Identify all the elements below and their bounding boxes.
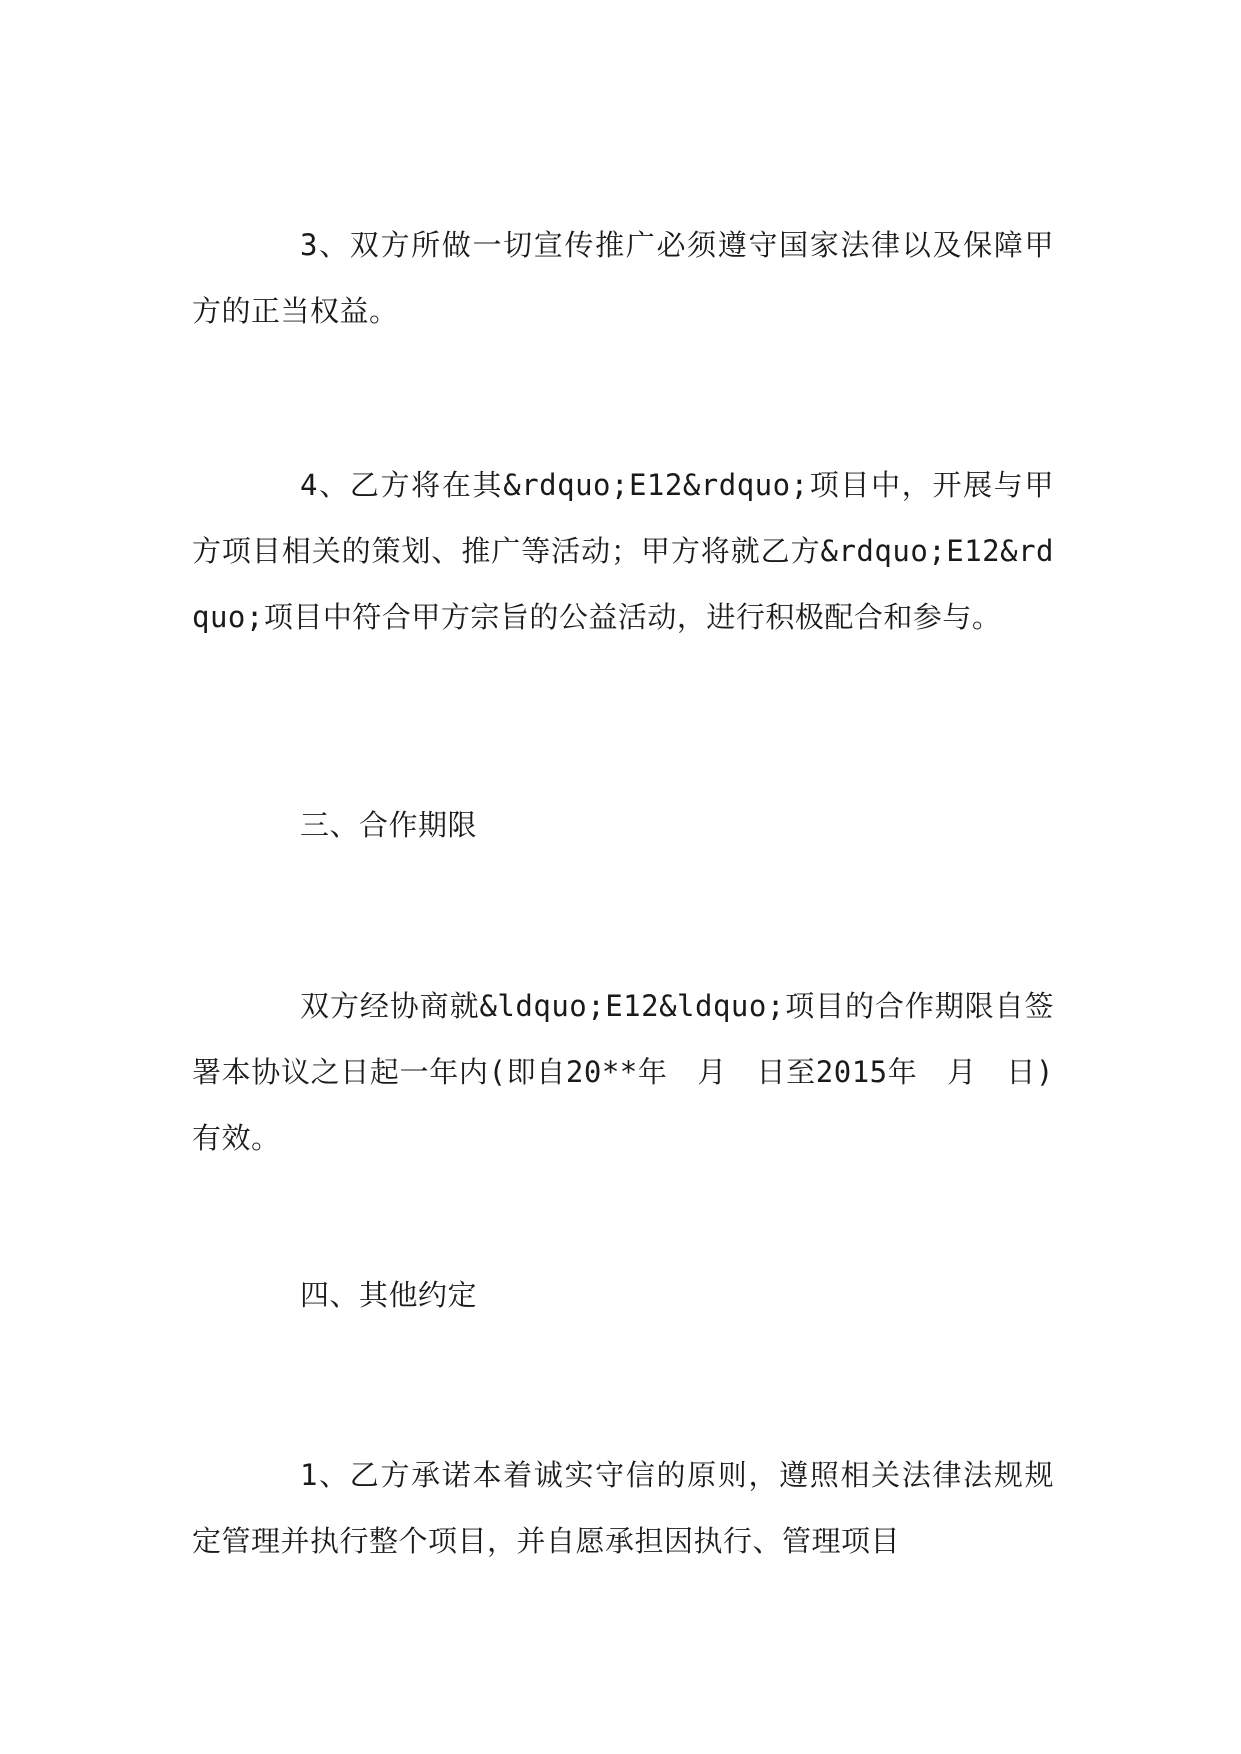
paragraph-clause-4: 4、乙方将在其&rdquo;E12&rdquo;项目中，开展与甲方项目相关的策划、推广等活动；甲方将就乙方&rdquo;E12&rdquo;项目中符合甲方宗旨的公益活动，进行积极配合和参与。	[192, 468, 1054, 634]
paragraph-other-terms-clause-1: 1、乙方承诺本着诚实守信的原则，遵照相关法律法规规定管理并执行整个项目，并自愿承担因执行、管理项目	[192, 1458, 1054, 1558]
paragraph-cooperation-period: 双方经协商就&ldquo;E12&ldquo;项目的合作期限自签署本协议之日起一年内(即自20**年 月 日至2015年 月 日)有效。	[192, 989, 1054, 1155]
paragraph-clause-3: 3、双方所做一切宣传推广必须遵守国家法律以及保障甲方的正当权益。	[192, 228, 1054, 328]
section-heading-other-terms: 四、其他约定	[300, 1278, 478, 1312]
section-heading-cooperation-period: 三、合作期限	[300, 808, 478, 842]
